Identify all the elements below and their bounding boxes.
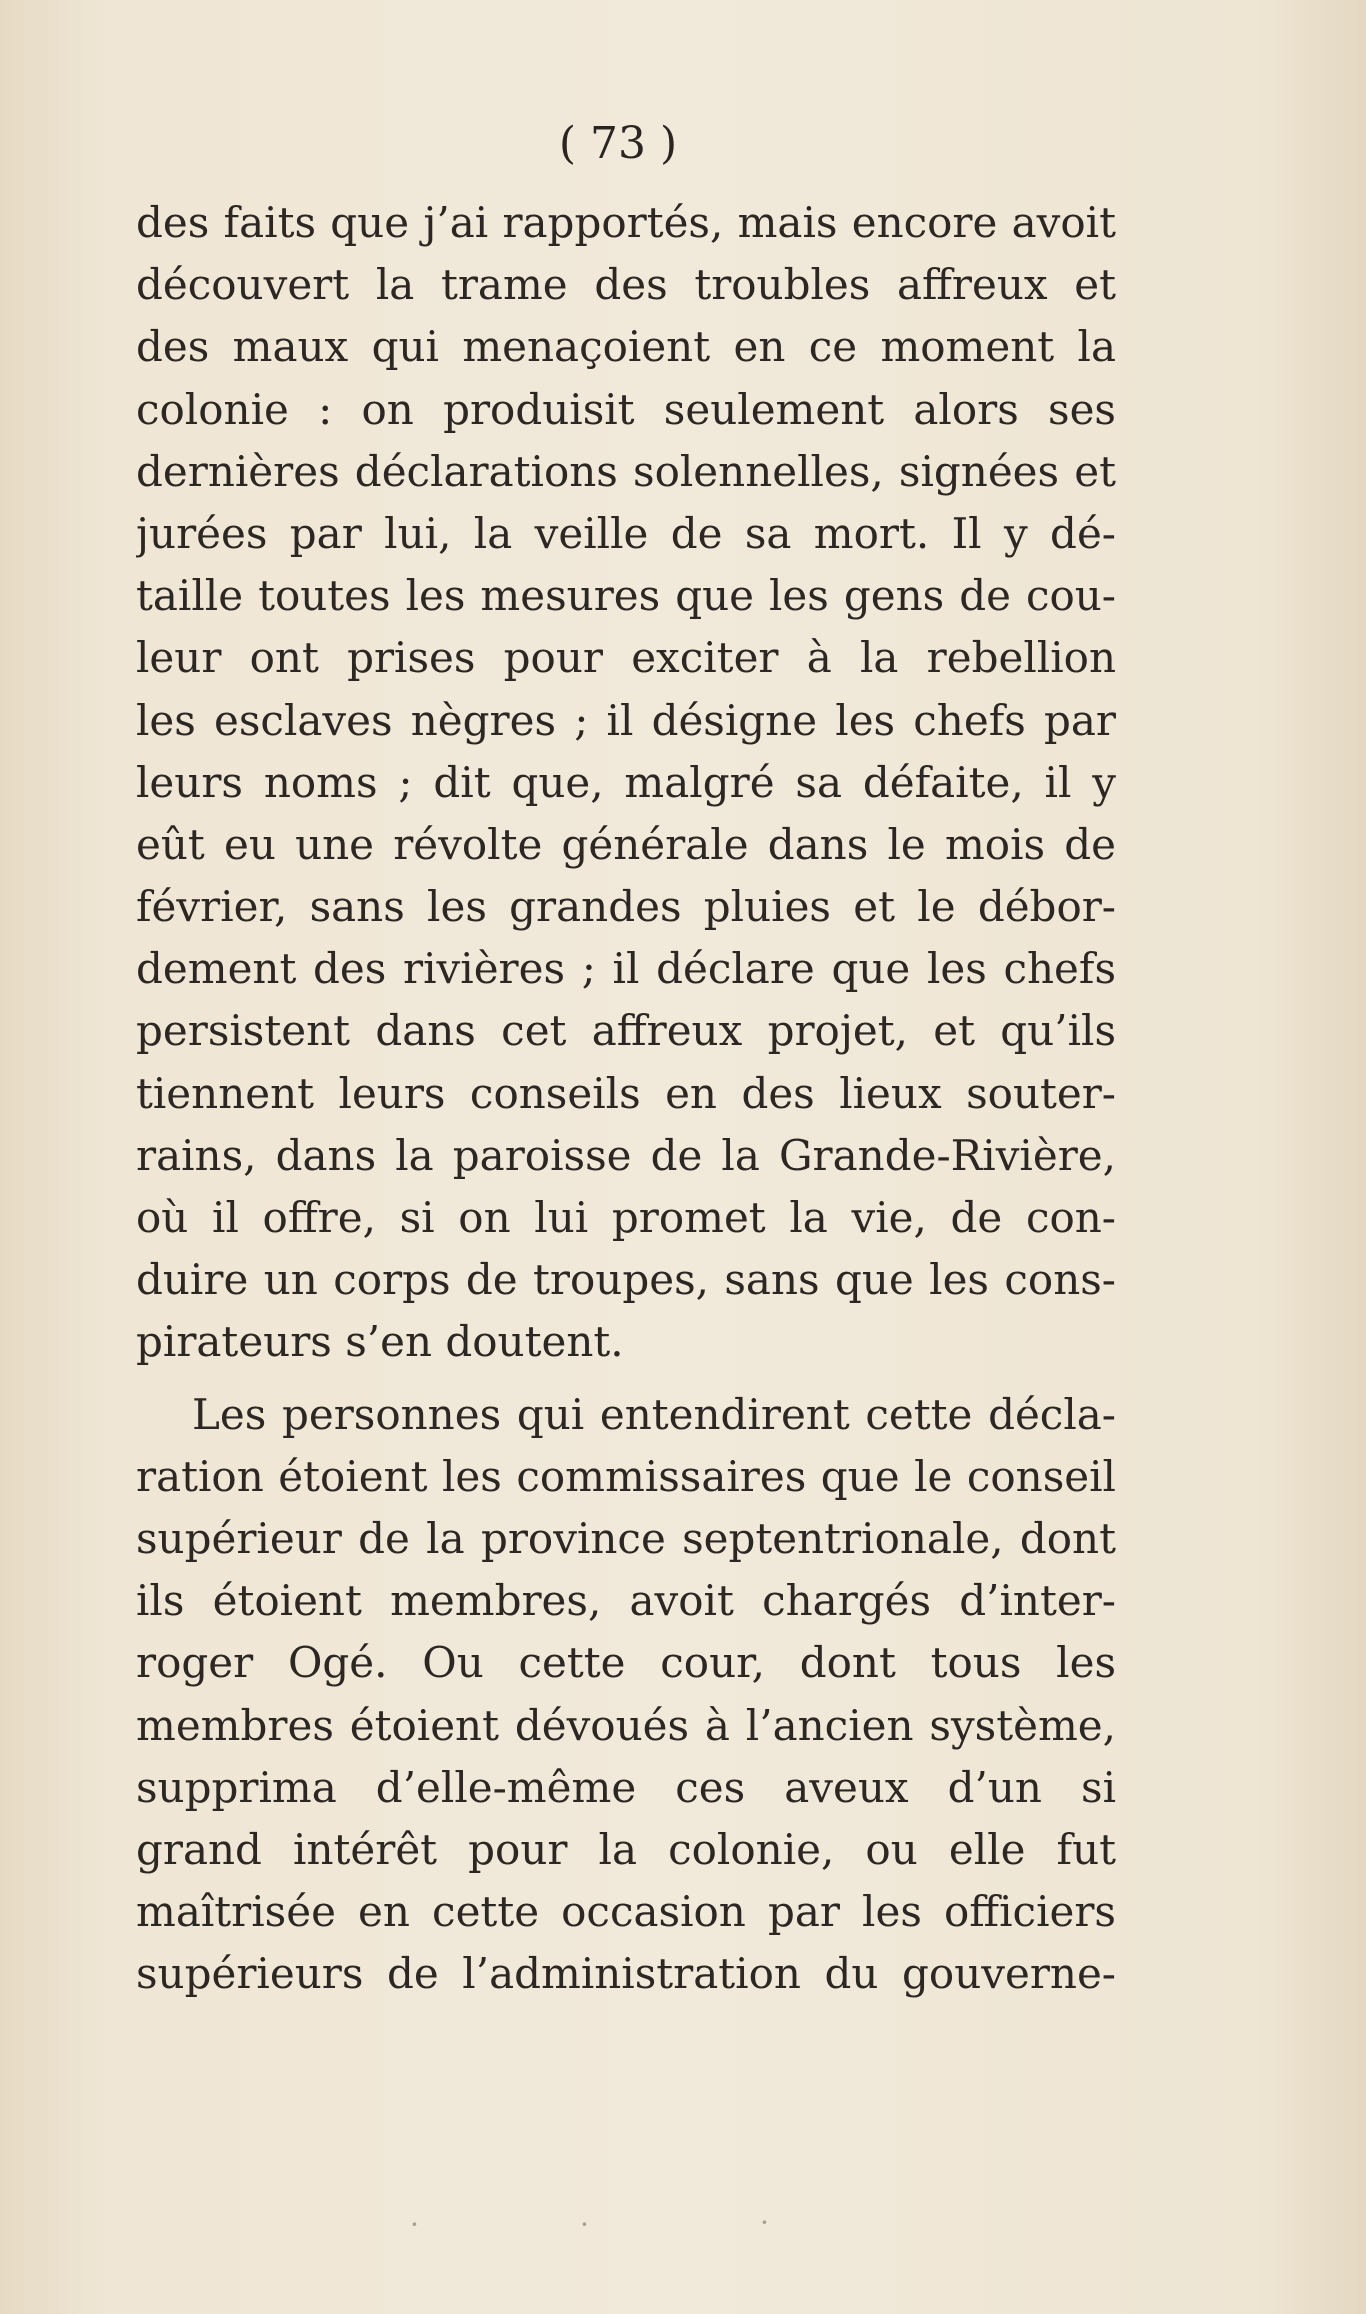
- text-line: taille toutes les mesures que les gens de cou-: [136, 571, 1116, 621]
- text-line: dement des rivières ; il déclare que les chefs: [136, 944, 1116, 994]
- text-line: ils étoient membres, avoit chargés d’inter-: [136, 1576, 1116, 1626]
- text-line: pirateurs s’en doutent.: [136, 1317, 624, 1367]
- text-line: découvert la trame des troubles affreux et: [136, 260, 1116, 310]
- paragraph-2: [136, 1384, 1116, 2006]
- text-line: eût eu une révolte générale dans le mois de: [136, 819, 1116, 869]
- text-line: les esclaves nègres ; il désigne les chefs par: [136, 695, 1116, 745]
- body-text: [136, 192, 1116, 2005]
- text-line: membres étoient dévoués à l’ancien système,: [136, 1700, 1116, 1750]
- text-line: où il offre, si on lui promet la vie, de con-: [136, 1193, 1116, 1242]
- text-line: maîtrisée en cette occasion par les officiers: [136, 1887, 1116, 1937]
- text-line: jurées par lui, la veille de sa mort. Il y dé-: [136, 508, 1116, 558]
- text-line: février, sans les grandes pluies et le débor-: [136, 882, 1116, 932]
- text-line: dernières déclarations solennelles, signées et: [136, 446, 1116, 496]
- text-line: leur ont prises pour exciter à la rebellion: [136, 633, 1116, 683]
- text-line: supérieurs de l’administration du gouverne-: [136, 1949, 1116, 1999]
- bleed-through-mark: ·: [760, 2206, 769, 2239]
- text-line: supprima d’elle-même ces aveux d’un si: [136, 1762, 1116, 1812]
- bleed-through-mark: ·: [410, 2208, 419, 2241]
- text-line: ration étoient les commissaires que le conseil: [136, 1451, 1116, 1501]
- text-line: grand intérêt pour la colonie, ou elle fut: [136, 1824, 1116, 1874]
- page-number: ( 73 ): [558, 118, 678, 169]
- text-line: rains, dans la paroisse de la Grande-Rivière,: [136, 1130, 1116, 1180]
- text-line: roger Ogé. Ou cette cour, dont tous les: [136, 1638, 1116, 1688]
- paragraph-1: [136, 192, 1116, 1374]
- text-line: leurs noms ; dit que, malgré sa défaite, il y: [136, 757, 1116, 807]
- text-line: supérieur de la province septentrionale, dont: [136, 1513, 1116, 1563]
- text-line: des maux qui menaçoient en ce moment la: [136, 322, 1116, 372]
- text-line: tiennent leurs conseils en des lieux souter-: [136, 1068, 1116, 1118]
- text-line: Les personnes qui entendirent cette décla-: [192, 1389, 1116, 1439]
- text-line: persistent dans cet affreux projet, et qu’ils: [136, 1006, 1116, 1056]
- bleed-through-mark: ·: [580, 2208, 589, 2241]
- text-line: des faits que j’ai rapportés, mais encore avoit: [136, 198, 1116, 247]
- text-line: colonie : on produisit seulement alors ses: [136, 384, 1116, 434]
- text-line: duire un corps de troupes, sans que les cons-: [136, 1255, 1116, 1305]
